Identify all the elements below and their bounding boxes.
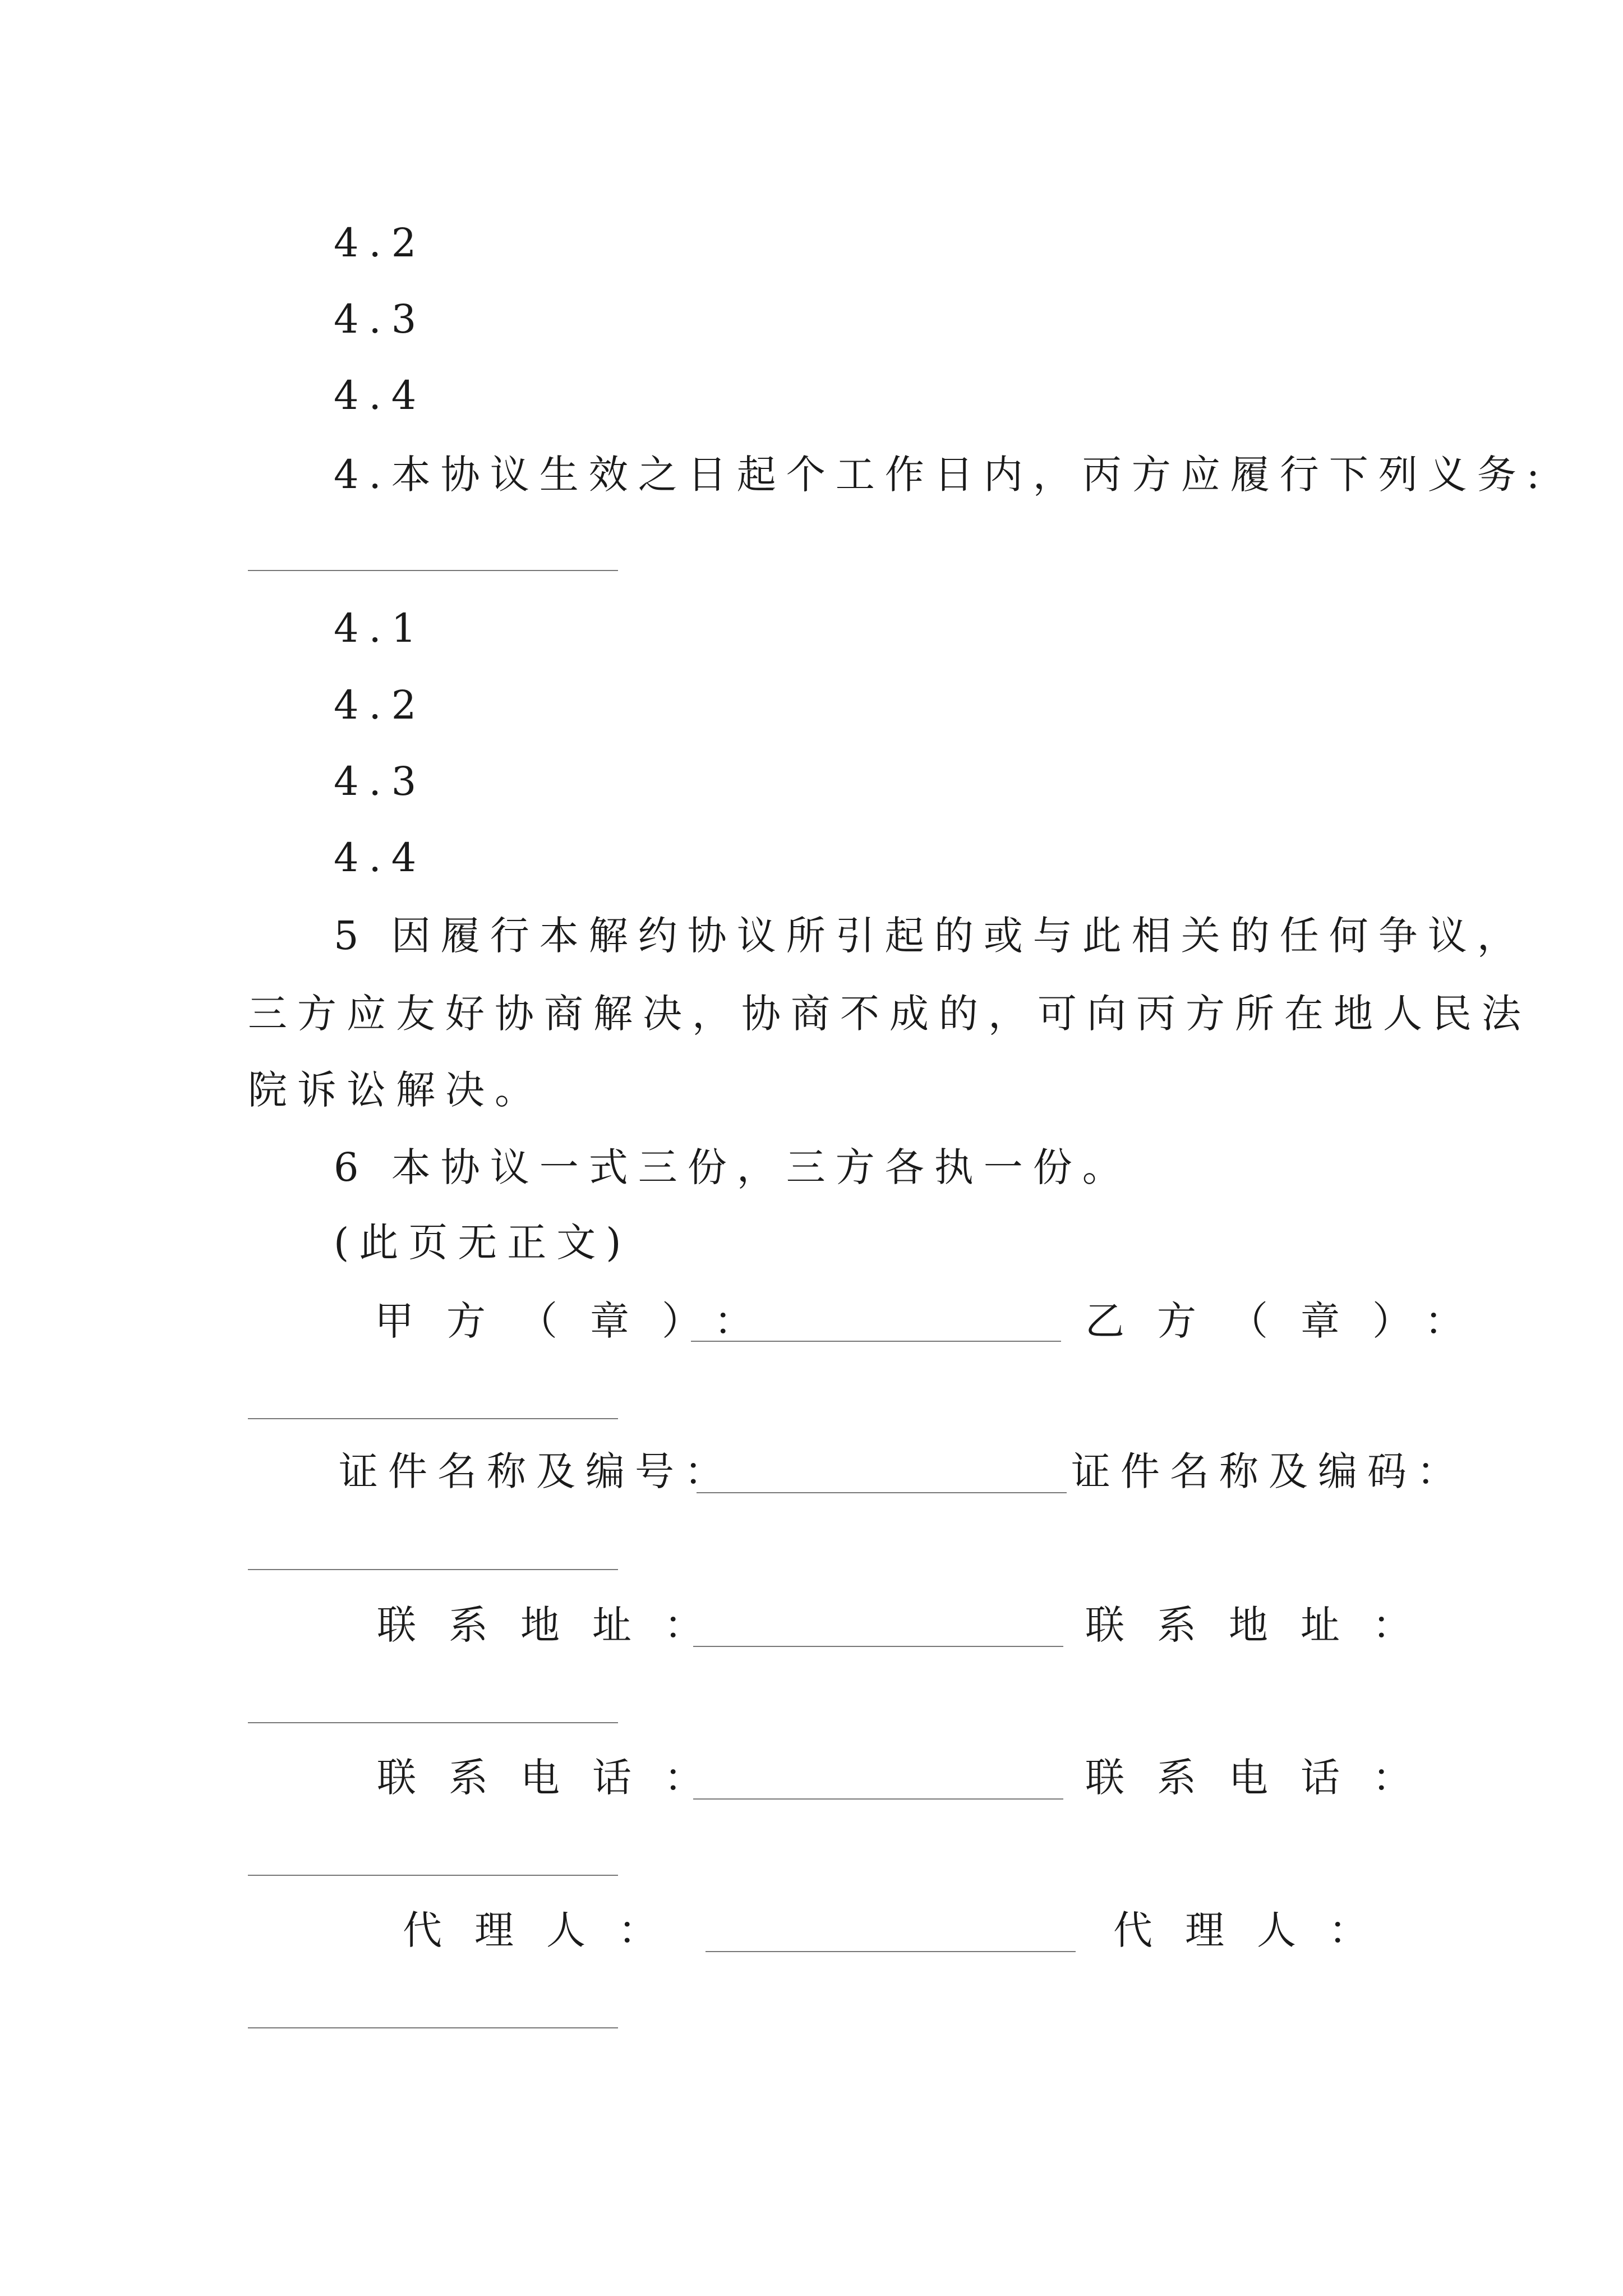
item-number: 4.2 [334, 682, 427, 728]
phone-b-label: 联系电话： [1085, 1755, 1444, 1801]
address-a-line [693, 1646, 1063, 1647]
agent-b-label: 代理人： [1113, 1907, 1400, 1953]
id-b-label: 证件名称及编码： [1071, 1448, 1466, 1494]
address-b-line [248, 1722, 618, 1723]
party-a-seal-label: 甲方（章）： [375, 1298, 786, 1344]
agent-b-line [248, 2027, 618, 2028]
phone-a-label: 联系电话： [377, 1755, 736, 1801]
phone-a-line [693, 1798, 1063, 1800]
address-b-label: 联系地址： [1085, 1602, 1444, 1648]
item-number: 4.2 [334, 220, 427, 266]
item-number: 4.4 [334, 372, 427, 418]
item-number: 4.4 [334, 835, 427, 881]
agent-a-label: 代理人： [403, 1907, 690, 1953]
clause-6: 6 本协议一式三份，三方各执一份。 [334, 1144, 1132, 1190]
clause-5-line-2: 三方应友好协商解决，协商不成的，可向丙方所在地人民法 [248, 991, 1531, 1037]
clause-5-line-3: 院诉讼解决。 [248, 1067, 544, 1113]
party-a-signature-line [691, 1341, 1061, 1342]
party-b-signature-line [248, 1418, 618, 1419]
no-text-note: (此页无正文) [334, 1220, 631, 1266]
id-a-line [697, 1492, 1067, 1493]
phone-b-line [248, 1875, 618, 1876]
agent-a-line [706, 1951, 1076, 1952]
id-b-line [248, 1569, 618, 1570]
clause-4: 4.本协议生效之日起个工作日内，丙方应履行下列义务: [334, 452, 1550, 498]
blank-line [248, 570, 618, 571]
item-number: 4.3 [334, 296, 427, 342]
clause-5-line-1: 5 因履行本解约协议所引起的或与此相关的任何争议， [334, 913, 1527, 959]
id-a-label: 证件名称及编号： [339, 1448, 734, 1494]
address-a-label: 联系地址： [377, 1602, 736, 1648]
party-b-seal-label: 乙方（章）： [1085, 1298, 1496, 1344]
item-number: 4.3 [334, 758, 427, 804]
item-number: 4.1 [334, 605, 427, 651]
